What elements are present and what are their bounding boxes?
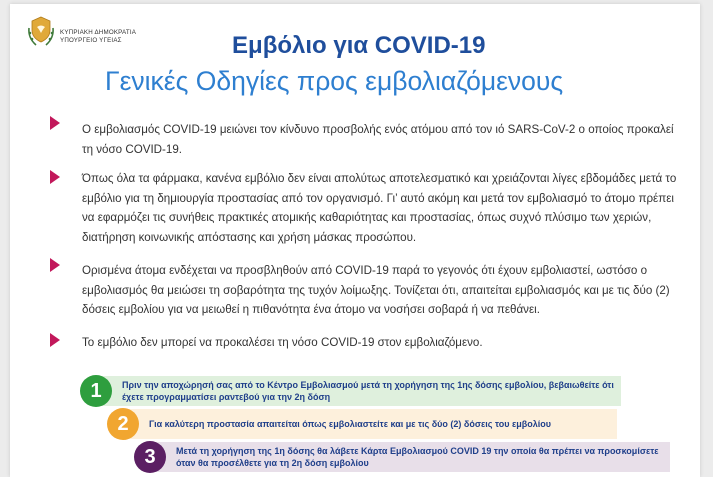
bullet-arrow-icon — [50, 333, 60, 347]
step-1 — [80, 376, 625, 406]
step-1-text: Πριν την αποχώρησή σας από το Κέντρο Εμβολιασμού μετά τη χορήγηση της 1ης δόσης εμβολίου, βεβαιωθείτε ότι έχετε προγραμματίσει ραντεβού για την 2η δόση — [96, 376, 621, 406]
bullet-arrow-icon — [50, 170, 60, 184]
step-3-text: Μετά τη χορήγηση της 1η δόσης θα λάβετε Κάρτα Εμβολιασμού COVID 19 την οποία θα πρέπει να προσκομίσετε όταν θα προσέλθετε για τη 2η δόση εμβολίου — [150, 442, 670, 472]
logo-country-label: ΚΥΠΡΙΑΚΗ ΔΗΜΟΚΡΑΤΙΑ — [60, 29, 137, 36]
paragraph-two-doses: Ορισμένα άτομα ενδέχεται να προσβληθούν από COVID-19 παρά το γεγονός ότι έχουν εμβολιαστεί, ωστόσο ο εμβολιασμός θα μειώσει τη σοβαρότητα της τυχόν λοίμωξης. Τονίζεται ότι, απαιτείται εμβολιασμός και με τις δύο (2) δόσεις εμβολίου για να μειωθεί η πιθανότητα ένα άτομο να νοσήσει σοβαρά ή να πεθάνει. — [82, 264, 670, 316]
step-3-number-badge: 3 — [134, 441, 166, 473]
paragraph-vaccination-risk: Ο εμβολιασμός COVID-19 μειώνει τον κίνδυνο προσβολής ενός ατόμου από τον ιό SARS-CoV-2 ο οποίος προκαλεί τη νόσο COVID-19. — [82, 123, 674, 156]
step-3 — [134, 442, 670, 472]
document-subtitle: Γενικές Οδηγίες προς εμβολιαζόμενους — [105, 66, 564, 96]
bullet-arrow-icon — [50, 116, 60, 130]
cyprus-emblem-icon — [26, 14, 56, 50]
step-2 — [107, 409, 617, 439]
ministry-logo — [26, 14, 186, 54]
logo-ministry-label: ΥΠΟΥΡΓΕΙΟ ΥΓΕΙΑΣ — [60, 37, 122, 44]
paragraph-no-disease: Το εμβόλιο δεν μπορεί να προκαλέσει τη νόσο COVID-19 στον εμβολιαζόμενο. — [82, 336, 483, 349]
document-title: Εμβόλιο για COVID-19 — [232, 32, 486, 59]
paragraph-protection-measures: Όπως όλα τα φάρμακα, κανένα εμβόλιο δεν είναι απολύτως αποτελεσματικό και χρειάζονται λίγες εβδομάδες μετά το εμβόλιο για τη δημιουργία προστασίας από τον οργανισμό. Γι’ αυτό ακόμη και μετά τον εμβολιασμό το άτομο πρέπει να εφαρμόζει τις συνήθεις πρακτικές ατομικής καθαριότητας και προστασίας, όπως συχνό πλύσιμο των χεριών, διατήρηση κοινωνικής απόστασης και χρήση μάσκας προσώπου. — [82, 172, 677, 244]
step-2-number-badge: 2 — [107, 408, 139, 440]
document-page — [10, 4, 700, 477]
step-1-number-badge: 1 — [80, 375, 112, 407]
step-2-text: Για καλύτερη προστασία απαιτείται όπως εμβολιαστείτε και με τις δύο (2) δόσεις του εμβολίου — [123, 409, 617, 439]
bullet-arrow-icon — [50, 258, 60, 272]
